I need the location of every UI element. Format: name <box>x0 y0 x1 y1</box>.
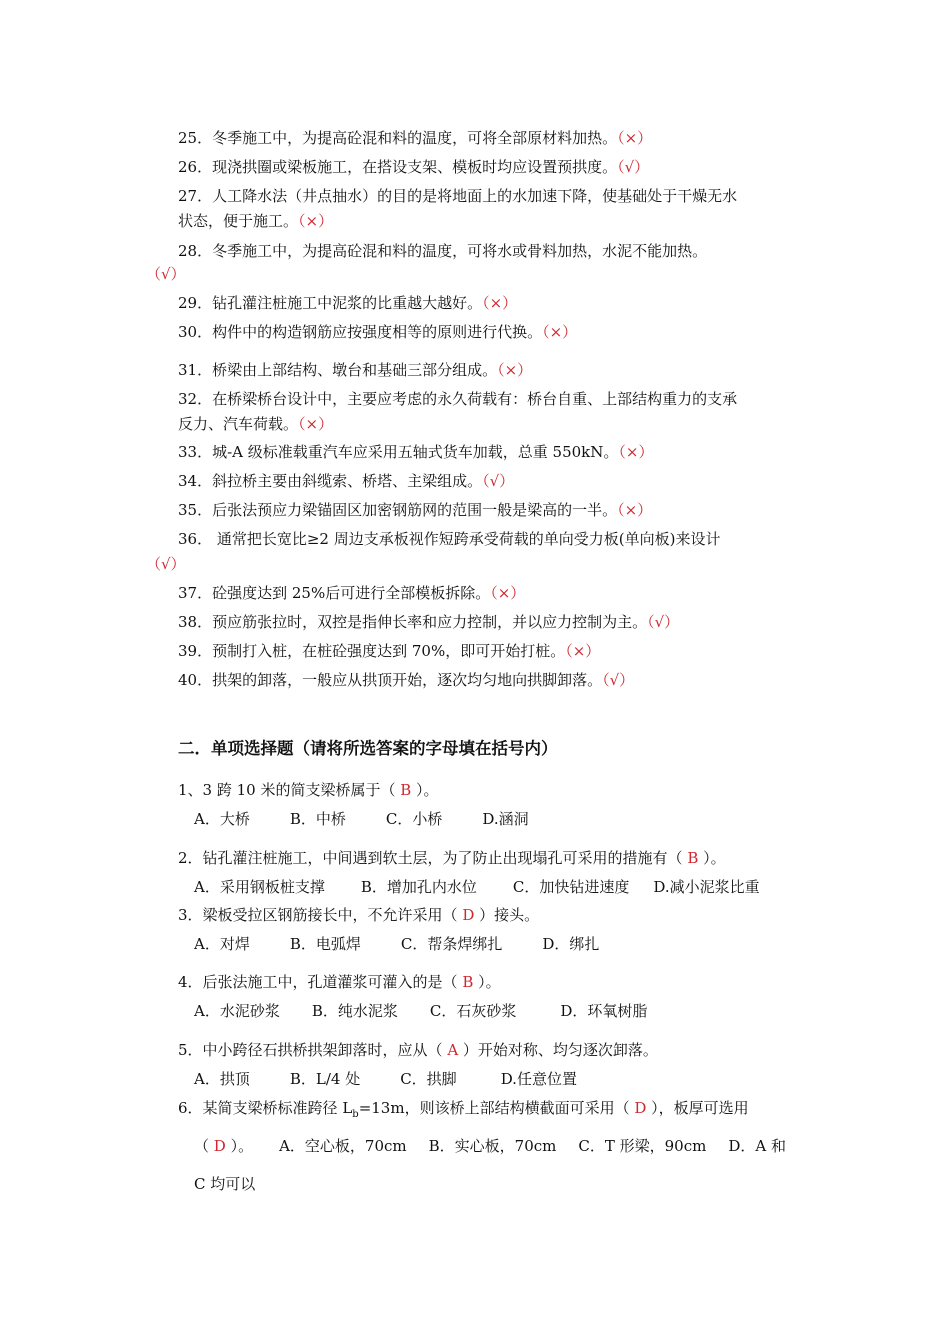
answer-letter: D <box>209 1137 231 1155</box>
option: C．石灰砂浆 <box>429 1002 517 1020</box>
question-text: 1、3 跨 10 米的简支梁桥属于（ <box>178 781 396 799</box>
option: D.减小泥浆比重 <box>653 878 760 896</box>
question-text: ），板厚可选用 <box>651 1099 749 1117</box>
question-text: 32．在桥梁桥台设计中，主要应考虑的永久荷载有：桥台自重、上部结构重力的支承 <box>178 390 738 408</box>
tf-question <box>178 293 517 313</box>
question-text: （ <box>194 1137 210 1155</box>
mc-question <box>178 1098 749 1125</box>
answer-mark: （√） <box>647 613 680 631</box>
tf-question <box>178 241 707 261</box>
question-text: 2．钻孔灌注桩施工，中间遇到软土层，为了防止出现塌孔可采用的措施有（ <box>178 849 683 867</box>
tf-question <box>178 157 649 177</box>
question-text: 40．拱架的卸落，一般应从拱顶开始，逐次均匀地向拱脚卸落。 <box>178 671 603 689</box>
answer-letter: D <box>457 906 480 924</box>
option: C．帮条焊绑扎 <box>400 935 503 953</box>
tf-question <box>178 612 679 632</box>
option: B．L/4 处 <box>289 1070 361 1088</box>
question-text: ）。 <box>230 1137 254 1155</box>
answer-mark: （√） <box>602 671 635 689</box>
mc-question <box>178 972 501 992</box>
answer-letter: B <box>395 781 417 799</box>
question-text: 33．城-A 级标准载重汽车应采用五轴式货车加载，总重 550kN。 <box>178 443 619 461</box>
mc-options <box>194 877 760 897</box>
question-text: ）开始对称、均匀逐次卸落。 <box>462 1041 658 1059</box>
question-text: 25．冬季施工中，为提高砼混和料的温度，可将全部原材料加热。 <box>178 129 618 147</box>
option: D．环氧树脂 <box>560 1002 648 1020</box>
tf-question <box>178 389 737 409</box>
tf-question <box>178 670 634 690</box>
question-text: 35．后张法预应力梁锚固区加密钢筋网的范围一般是梁高的一半。 <box>178 501 618 519</box>
answer-mark: （×） <box>565 642 601 660</box>
question-text: 反力、汽车荷载。 <box>178 415 299 433</box>
option: D.涵洞 <box>482 810 529 828</box>
answer-mark: （×） <box>497 361 533 379</box>
answer-mark: （×） <box>618 443 654 461</box>
question-text: 39．预制打入桩，在桩砼强度达到 70%，即可开始打桩。 <box>178 642 566 660</box>
mc-question <box>178 848 726 868</box>
question-text: 34．斜拉桥主要由斜缆索、桥塔、主梁组成。 <box>178 472 483 490</box>
question-text: ）。 <box>478 973 501 991</box>
tf-question-continued <box>178 414 333 434</box>
question-text: 30．构件中的构造钢筋应按强度相等的原则进行代换。 <box>178 323 543 341</box>
question-text: 38．预应筋张拉时，双控是指伸长率和应力控制，并以应力控制为主。 <box>178 613 648 631</box>
section-title: 二．单项选择题（请将所选答案的字母填在括号内） <box>178 739 558 758</box>
question-text: 26．现浇拱圈或梁板施工，在搭设支架、模板时均应设置预拱度。 <box>178 158 618 176</box>
question-text: 36． 通常把长宽比≥2 周边支承板视作短跨承受荷载的单向受力板(单向板)来设计 <box>178 530 721 548</box>
answer-mark: （×） <box>482 294 518 312</box>
section-heading <box>178 739 558 759</box>
tf-question <box>178 529 720 549</box>
mc-question <box>178 1040 658 1060</box>
option: A．大桥 <box>194 810 250 828</box>
question-text: ）。 <box>703 849 726 867</box>
option: D.任意位置 <box>500 1070 577 1088</box>
option: B．增加孔内水位 <box>360 878 477 896</box>
option: A．空心板，70cm <box>279 1137 407 1155</box>
question-text: =13m，则该桥上部结构横截面可采用（ <box>358 1099 630 1117</box>
tf-question <box>178 471 514 491</box>
question-text: 37．砼强度达到 25%后可进行全部模板拆除。 <box>178 584 491 602</box>
option: A．水泥砂浆 <box>194 1002 280 1020</box>
question-text: ）接头。 <box>479 906 540 924</box>
tf-answer-line <box>146 554 186 574</box>
option: A．采用钢板桩支撑 <box>194 878 325 896</box>
answer-letter: A <box>442 1041 463 1059</box>
tf-question <box>178 641 600 661</box>
option: C．加快钻进速度 <box>512 878 630 896</box>
mc-question-continued <box>194 1174 255 1194</box>
mc-question-continued <box>194 1136 786 1156</box>
question-text: C 均可以 <box>194 1175 256 1193</box>
option: B．实心板，70cm <box>428 1137 557 1155</box>
answer-mark: （√） <box>146 265 186 283</box>
tf-answer-line <box>146 264 186 284</box>
mc-options <box>194 1069 577 1089</box>
question-text: 状态，便于施工。 <box>178 212 299 230</box>
answer-mark: （×） <box>490 584 526 602</box>
tf-question <box>178 128 652 148</box>
question-text: 29．钻孔灌注桩施工中泥浆的比重越大越好。 <box>178 294 483 312</box>
option: A．拱顶 <box>194 1070 250 1088</box>
tf-question <box>178 442 653 462</box>
question-text: ）。 <box>416 781 439 799</box>
mc-options <box>194 1001 647 1021</box>
option: D．A 和 <box>728 1137 786 1155</box>
answer-mark: （√） <box>482 472 515 490</box>
question-text: 6．某简支梁桥标准跨径 L <box>178 1099 353 1117</box>
answer-mark: （√） <box>146 555 186 573</box>
answer-letter: B <box>457 973 479 991</box>
mc-question <box>178 780 439 800</box>
option: B．纯水泥浆 <box>311 1002 398 1020</box>
answer-letter: B <box>682 849 704 867</box>
tf-question <box>178 500 652 520</box>
answer-mark: （×） <box>617 501 653 519</box>
question-text: 28．冬季施工中，为提高砼混和料的温度，可将水或骨料加热，水泥不能加热。 <box>178 242 708 260</box>
question-text: 4．后张法施工中，孔道灌浆可灌入的是（ <box>178 973 458 991</box>
mc-options <box>194 934 599 954</box>
question-text: 31．桥梁由上部结构、墩台和基础三部分组成。 <box>178 361 498 379</box>
question-text: 5．中小跨径石拱桥拱架卸落时，应从（ <box>178 1041 443 1059</box>
option: B．中桥 <box>289 810 346 828</box>
option: C．T 形梁，90cm <box>578 1137 707 1155</box>
option: C．拱脚 <box>400 1070 457 1088</box>
answer-mark: （×） <box>298 415 334 433</box>
answer-mark: （√） <box>617 158 650 176</box>
tf-question <box>178 186 737 206</box>
tf-question <box>178 322 577 342</box>
tf-question <box>178 583 525 603</box>
option: B．电弧焊 <box>289 935 361 953</box>
mc-question <box>178 905 539 925</box>
answer-mark: （×） <box>542 323 578 341</box>
tf-question-continued <box>178 211 333 231</box>
question-text: 3．梁板受拉区钢筋接长中，不允许采用（ <box>178 906 458 924</box>
answer-letter: D <box>629 1099 652 1117</box>
tf-question <box>178 360 532 380</box>
answer-mark: （×） <box>617 129 653 147</box>
question-text: 27．人工降水法（井点抽水）的目的是将地面上的水加速下降，使基础处于干燥无水 <box>178 187 738 205</box>
option: C．小桥 <box>385 810 443 828</box>
mc-options <box>194 809 529 829</box>
option: A．对焊 <box>194 935 250 953</box>
subscript: b <box>352 1109 359 1120</box>
option: D．绑扎 <box>542 935 600 953</box>
answer-mark: （×） <box>298 212 334 230</box>
